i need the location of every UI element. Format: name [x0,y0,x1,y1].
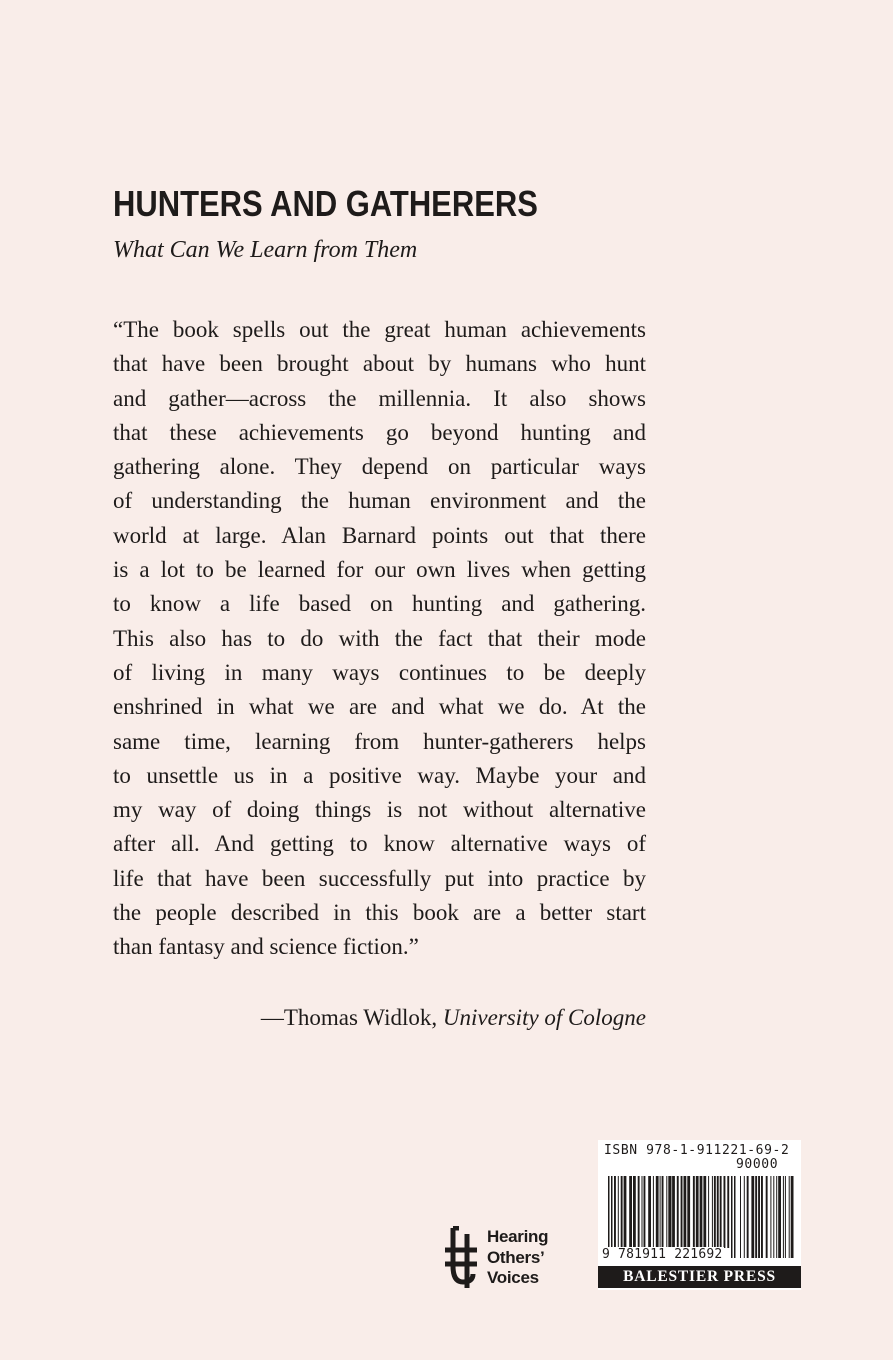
barcode-bar [770,1176,771,1258]
barcode-bar [761,1176,763,1258]
barcode-bar [724,1176,726,1248]
quote-line: that these achievements go beyond hunting and [113,419,646,445]
quote-line: gathering alone. They depend on particular ways [113,454,646,480]
barcode-bar [608,1176,610,1258]
quote-attribution [261,1001,646,1035]
barcode-bar [751,1176,754,1258]
barcode-bar [696,1176,699,1248]
barcode-bar [618,1176,619,1248]
logo-text-line: Voices [487,1268,539,1287]
price-code: 90000 [736,1157,779,1172]
barcode-bar [642,1176,643,1248]
publisher-name: BALESTIER PRESS [598,1266,801,1288]
barcode-bar [776,1176,777,1258]
ean-digits: 9 781911 221692 [602,1247,723,1262]
barcode-bar [681,1176,683,1248]
barcode-bar [629,1176,632,1248]
endorsement-quote [113,313,646,965]
barcode-bar [677,1176,679,1248]
barcode-bar [703,1176,706,1248]
quote-line: to know a life based on hunting and gathering. [113,591,646,617]
barcode-bar [648,1176,651,1248]
quote-line: the people described in this book are a better start [113,900,646,926]
barcode-bar [653,1176,654,1248]
barcode-bar [755,1176,757,1258]
quote-line: “The book spells out the great human achievements [113,317,646,342]
barcode-bar [662,1176,664,1248]
barcode-bar [789,1176,790,1258]
book-subtitle: What Can We Learn from Them [113,237,418,263]
quote-line: enshrined in what we are and what we do. At the [113,694,646,720]
book-title: HUNTERS AND GATHERERS [113,183,538,224]
barcode-bar [712,1176,713,1248]
isbn-barcode-panel [598,1140,801,1290]
barcode-bar [785,1176,786,1258]
quote-line: same time, learning from hunter-gatherers helps [113,728,646,754]
attribution-name: —Thomas Widlok, [260,1005,443,1030]
quote-line: This also has to do with the fact that their mode [113,625,646,651]
barcode-bar [673,1176,675,1258]
barcode-bar [783,1176,784,1258]
quote-line: than fantasy and science fiction.” [113,934,419,960]
quote-line: life that have been successfully put into practice by [113,865,646,891]
barcode-bar [717,1176,719,1248]
barcode-bar [666,1176,667,1248]
barcode-bar [773,1176,774,1258]
barcode-bar [638,1176,640,1248]
barcode-bar [758,1176,760,1258]
barcode-bar [747,1176,749,1258]
series-logo [443,1226,573,1290]
barcode-bar [734,1176,736,1258]
isbn-number: ISBN 978-1-911221-69-2 [604,1143,790,1158]
barcode-bar [614,1176,616,1248]
barcode-bar [720,1176,722,1248]
barcode-bar [700,1176,703,1248]
quote-line: of living in many ways continues to be deeply [113,659,646,685]
barcode-bar [656,1176,659,1248]
logo-text-line: Others’ [487,1247,545,1267]
logo-text-line: Hearing [487,1227,549,1246]
quote-line: that have been brought about by humans who hunt [113,351,646,377]
barcode-bar [660,1176,661,1248]
barcode-bar [766,1176,768,1258]
barcode-bar [714,1176,716,1248]
barcode-bar [621,1176,623,1248]
quote-line: of understanding the human environment and the [113,488,646,514]
barcode-bar [670,1176,672,1258]
barcode-bar [624,1176,627,1248]
attribution-affiliation: University of Cologne [442,1005,646,1030]
barcode-bar [731,1176,733,1258]
series-logo-text [487,1227,548,1289]
quote-line: world at large. Alan Barnard points out that there [113,522,646,548]
barcode-bar [744,1176,745,1258]
quote-line: and gather—across the millennia. It also shows [113,385,646,411]
barcode-bar [740,1176,741,1258]
barcode-bar [684,1176,687,1248]
barcode-bar [693,1176,695,1248]
hearing-others-voices-logo-icon [443,1226,479,1290]
barcode-bar [644,1176,646,1248]
barcode-bar [687,1176,690,1248]
barcode-bar [611,1176,613,1258]
barcode-bar [791,1176,794,1258]
barcode-bar [778,1176,781,1258]
barcode-bar [708,1176,709,1248]
quote-line: after all. And getting to know alternative ways of [113,831,646,857]
barcode-bar [727,1176,729,1248]
barcode-bar [633,1176,636,1248]
quote-line: to unsettle us in a positive way. Maybe your and [113,762,646,788]
quote-line: is a lot to be learned for our own lives when getting [113,557,646,583]
quote-line: my way of doing things is not without alternative [113,797,646,823]
